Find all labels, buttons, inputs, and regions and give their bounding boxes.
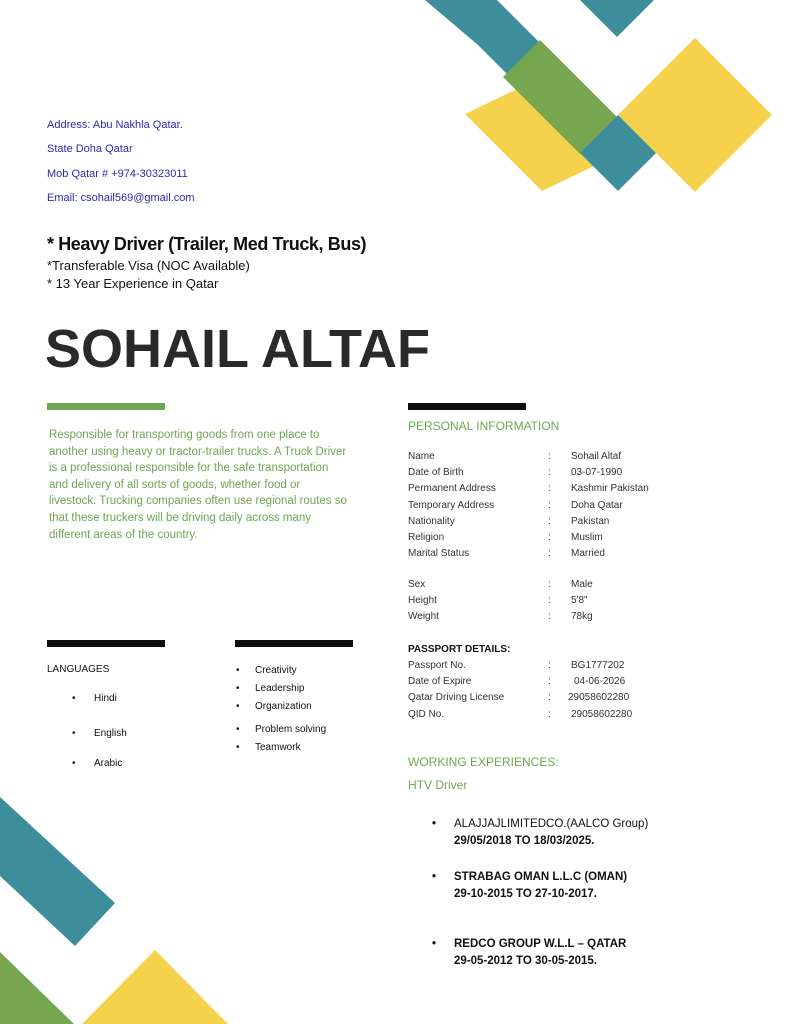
row-separator: :	[548, 483, 551, 494]
personal-info-title: PERSONAL INFORMATION	[408, 419, 560, 433]
experience-dates: 29-05-2012 TO 30-05-2015.	[454, 955, 597, 967]
row-separator: :	[548, 548, 551, 559]
row-value: 29058602280	[571, 709, 633, 720]
row-separator: :	[548, 709, 551, 720]
row-separator: :	[548, 595, 551, 606]
passport-details-title: PASSPORT DETAILS:	[408, 644, 511, 655]
row-label: Weight	[408, 611, 439, 622]
row-label: QID No.	[408, 709, 445, 720]
experience-note: * 13 Year Experience in Qatar	[47, 276, 219, 291]
row-value: Male	[571, 579, 593, 590]
experience-company: • STRABAG OMAN L.L.C (OMAN)	[454, 871, 628, 883]
row-separator: :	[548, 692, 551, 703]
row-label: Marital Status	[408, 548, 470, 559]
divider-personal	[408, 403, 526, 410]
row-value: Doha Qatar	[571, 500, 623, 511]
row-separator: :	[548, 451, 551, 462]
row-label: Date of Expire	[408, 676, 472, 687]
experience-company: • REDCO GROUP W.L.L – QATAR	[454, 938, 627, 950]
row-value: Muslim	[571, 532, 603, 543]
experience-item	[432, 869, 627, 903]
row-value: 29058602280	[568, 692, 630, 703]
skill-label: Creativity	[255, 665, 297, 676]
divider-skills	[235, 640, 353, 647]
row-value: 5'8"	[571, 595, 588, 606]
row-value: 78kg	[571, 611, 593, 622]
work-role: HTV Driver	[408, 778, 468, 792]
row-label: Temporary Address	[408, 500, 495, 511]
row-label: Sex	[408, 579, 426, 590]
skill-label: Problem solving	[255, 724, 327, 735]
row-value: 03-07-1990	[571, 467, 623, 478]
contact-email[interactable]: Email: csohail569@gmail.com	[47, 192, 195, 204]
row-value: Pakistan	[571, 516, 610, 527]
row-label: Religion	[408, 532, 445, 543]
green-triangle-bottom	[0, 952, 74, 1024]
row-separator: :	[548, 532, 551, 543]
visa-note: *Transferable Visa (NOC Available)	[47, 258, 250, 273]
row-label: Qatar Driving License	[408, 692, 505, 703]
languages-title: LANGUAGES	[47, 664, 110, 675]
row-separator: :	[548, 579, 551, 590]
row-label: Date of Birth	[408, 467, 464, 478]
job-headline: * Heavy Driver (Trailer, Med Truck, Bus)	[47, 234, 367, 254]
language-label: English	[94, 728, 127, 739]
row-separator: :	[548, 500, 551, 511]
experience-item	[432, 816, 648, 850]
row-value: 04-06-2026	[574, 676, 626, 687]
row-separator: :	[548, 660, 551, 671]
profile-summary: Responsible for transporting goods from one place to another using heavy or tractor-trailer trucks. A Truck Driver is a professional responsible for the safe transportation and delivery of all sorts of goods, whether food or livestock. Trucking companies often use regional routes so that these truckers will be driving daily across many different areas of the country.	[49, 429, 347, 541]
language-label: Arabic	[94, 758, 123, 769]
work-experience-title: WORKING EXPERIENCES:	[408, 755, 559, 769]
divider-languages	[47, 640, 165, 647]
row-value: BG1777202	[571, 660, 625, 671]
row-value: Sohail Altaf	[571, 451, 622, 462]
teal-triangle-top-right	[580, 0, 654, 37]
row-separator: :	[548, 676, 551, 687]
candidate-name: SOHAIL ALTAF	[45, 319, 430, 379]
row-separator: :	[548, 467, 551, 478]
contact-state: State Doha Qatar	[47, 143, 133, 155]
divider-green	[47, 403, 165, 410]
row-label: Height	[408, 595, 437, 606]
row-label: Permanent Address	[408, 483, 496, 494]
row-label: Name	[408, 451, 435, 462]
row-label: Passport No.	[408, 660, 466, 671]
experience-company: • ALAJJAJLIMITEDCO.(AALCO Group)	[454, 818, 649, 830]
skill-label: Leadership	[255, 683, 305, 694]
experience-dates: 29/05/2018 TO 18/03/2025.	[454, 835, 595, 847]
row-value: Married	[571, 548, 605, 559]
row-label: Nationality	[408, 516, 455, 527]
row-value: Kashmir Pakistan	[571, 483, 649, 494]
row-separator: :	[548, 516, 551, 527]
yellow-diamond-right	[618, 38, 772, 192]
row-separator: :	[548, 611, 551, 622]
experience-dates: 29-10-2015 TO 27-10-2017.	[454, 888, 597, 900]
teal-stripe-bottom	[0, 797, 115, 946]
skill-label: Teamwork	[255, 742, 301, 753]
skill-label: Organization	[255, 701, 312, 712]
contact-mobile: Mob Qatar # +974-30323011	[47, 168, 188, 180]
language-label: Hindi	[94, 693, 117, 704]
contact-address: Address: Abu Nakhla Qatar.	[47, 119, 183, 131]
experience-item	[432, 936, 626, 970]
yellow-triangle-bottom	[82, 950, 228, 1024]
